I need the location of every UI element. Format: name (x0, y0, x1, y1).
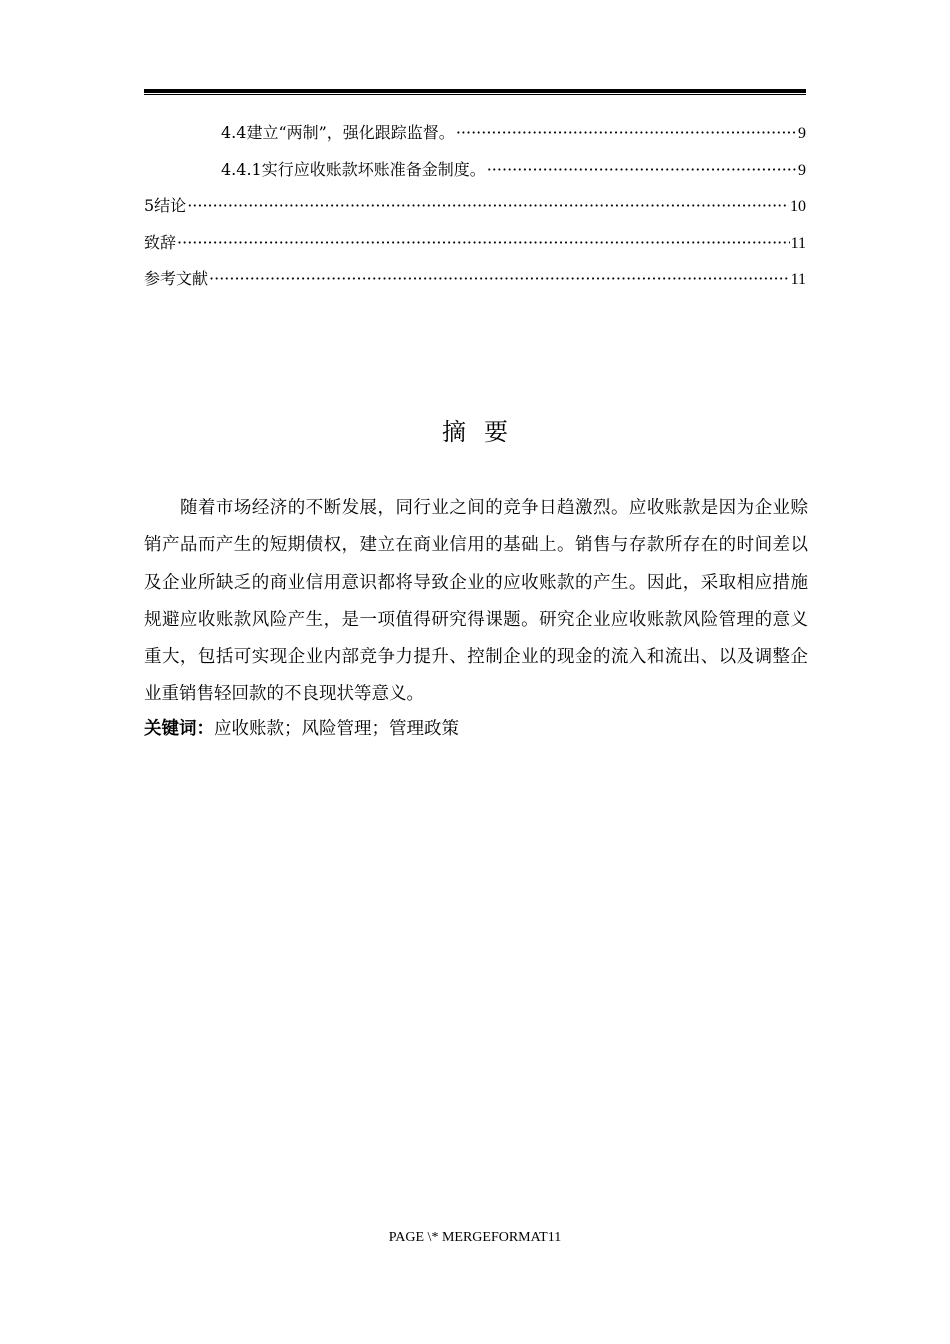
keywords-label: 关键词： (144, 719, 214, 739)
toc-entry-page: 9 (798, 125, 806, 142)
toc-leader-dots (209, 269, 790, 288)
toc-entry-title: 4.4建立“两制”，强化跟踪监督。 (221, 123, 455, 142)
toc-leader-dots (456, 123, 797, 142)
keywords-line (144, 714, 806, 744)
toc-leader-dots (487, 160, 797, 179)
toc-entry-page: 10 (790, 198, 806, 215)
toc-entry[interactable] (144, 120, 806, 157)
keywords-text: 应收账款；风险管理；管理政策 (214, 719, 459, 739)
abstract-heading: 摘要 (442, 418, 526, 446)
toc-entry-page: 11 (790, 271, 806, 288)
toc-entry-title: 5结论 (144, 196, 187, 215)
toc-entry[interactable] (144, 266, 806, 303)
table-of-contents (144, 120, 806, 303)
toc-entry[interactable] (144, 230, 806, 267)
toc-entry-page: 9 (798, 161, 806, 179)
toc-leader-dots (177, 233, 790, 252)
page-footer: PAGE \* MERGEFORMAT11 (388, 1230, 562, 1245)
toc-entry[interactable] (144, 193, 806, 230)
toc-entry-page: 11 (790, 234, 806, 252)
toc-entry-title: 4.4.1实行应收账款坏账准备金制度。 (221, 159, 486, 179)
toc-entry-title: 致辞 (144, 232, 177, 252)
toc-entry-title: 参考文献 (144, 269, 209, 288)
header-rule-thin (144, 94, 806, 95)
header-rule (144, 89, 806, 93)
abstract-body: 随着市场经济的不断发展，同行业之间的竞争日趋激烈。应收账款是因为企业赊销产品而产生的短期债权，建立在商业信用的基础上。销售与存款所存在的时间差以及企业所缺乏的商业信用意识都将导致企业的应收账款的产生。因此，采取相应措施规避应收账款风险产生，是一项值得研究得课题。研究企业应收账款风险管理的意义重大，包括可实现企业内部竞争力提升、控制企业的现金的流入和流出、以及调整企业重销售轻回款的不良现状等意义。 (144, 498, 808, 705)
toc-entry[interactable] (144, 157, 806, 194)
toc-leader-dots (187, 196, 789, 215)
